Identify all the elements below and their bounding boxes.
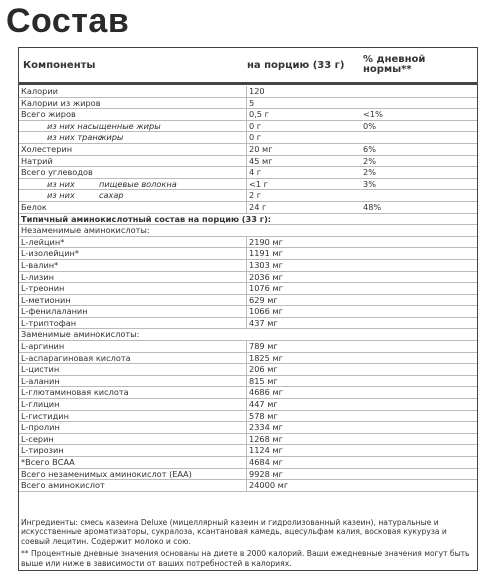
column-divider — [246, 283, 247, 294]
table-row — [19, 156, 477, 168]
header-divider — [19, 82, 477, 85]
row-name: Натрий — [21, 155, 53, 166]
row-name-detail: пищевые волокна — [99, 178, 177, 189]
row-value: 437 мг — [249, 317, 278, 328]
column-divider — [246, 272, 247, 283]
header-daily-value: % дневной нормы** — [363, 54, 426, 75]
column-divider — [246, 132, 247, 143]
row-value: 1124 мг — [249, 445, 283, 456]
column-divider — [246, 179, 247, 190]
row-value: 45 мг — [249, 155, 273, 166]
table-row — [19, 283, 477, 295]
row-name: L-серин — [21, 433, 54, 444]
column-divider — [246, 156, 247, 167]
row-value: 206 мг — [249, 364, 278, 375]
ingredients-text: Ингредиенты: смесь казеина Deluxe (мицеллярный казеин и гидролизованный казеин), натуральные и искусственные ароматизаторы, сукралоза, ксантановая камедь, ацесульфам калия, восковая кукуруза и соевый лецитин. Содержит молоко и сою. — [21, 518, 447, 546]
row-value: 1303 мг — [249, 259, 283, 270]
column-divider — [246, 121, 247, 132]
row-name: *Всего ВСАА — [21, 457, 75, 467]
column-divider — [246, 306, 247, 317]
column-divider — [246, 411, 247, 422]
row-name: Всего жиров — [21, 109, 76, 120]
row-value: 4684 мг — [249, 457, 283, 467]
table-row — [19, 457, 477, 469]
row-value: 629 мг — [249, 294, 278, 305]
header-per-serving: на порцию (33 г) — [247, 60, 345, 71]
row-value: <1 г — [249, 178, 268, 189]
column-divider — [246, 190, 247, 201]
column-divider — [246, 248, 247, 259]
table-row — [19, 399, 477, 411]
column-divider — [246, 295, 247, 306]
row-value: 20 мг — [249, 143, 273, 154]
row-name: Калории из жиров — [21, 97, 101, 108]
row-name: L-изолейцин* — [21, 248, 79, 259]
table-row — [19, 109, 477, 121]
row-value: 2190 мг — [249, 236, 283, 247]
table-row — [19, 98, 477, 110]
table-rows — [19, 86, 477, 492]
column-divider — [246, 98, 247, 109]
table-row — [19, 132, 477, 144]
row-value: 4 г — [249, 167, 262, 178]
row-value: 1191 мг — [249, 248, 283, 259]
row-name: L-лизин — [21, 271, 54, 282]
table-row — [19, 86, 477, 98]
column-divider — [246, 480, 247, 491]
table-row — [19, 214, 477, 226]
column-divider — [246, 353, 247, 364]
row-name: из них насыщенные жиры — [47, 120, 161, 131]
table-row — [19, 225, 477, 237]
column-divider — [246, 434, 247, 445]
row-name: Незаменимые аминокислоты: — [21, 225, 150, 236]
column-divider — [246, 341, 247, 352]
row-daily-percent: 48% — [363, 201, 382, 212]
row-name: Калории — [21, 86, 58, 96]
row-value: 0 г — [249, 132, 262, 143]
table-row — [19, 121, 477, 133]
column-divider — [246, 364, 247, 375]
table-row — [19, 306, 477, 318]
row-name-detail: сахар — [99, 190, 124, 201]
row-value: 120 — [249, 86, 265, 96]
row-value: 1066 мг — [249, 306, 283, 317]
column-divider — [246, 144, 247, 155]
table-row — [19, 202, 477, 214]
column-divider — [246, 469, 247, 480]
table-row — [19, 248, 477, 260]
row-daily-percent: 3% — [363, 178, 376, 189]
row-name: из них — [47, 190, 75, 201]
row-value: 24 г — [249, 201, 267, 212]
row-value: 1268 мг — [249, 433, 283, 444]
table-row — [19, 179, 477, 191]
footnotes — [21, 518, 475, 571]
row-value: 2334 мг — [249, 422, 283, 433]
table-row — [19, 190, 477, 202]
row-value: 0,5 г — [249, 109, 269, 120]
table-row — [19, 353, 477, 365]
row-name: L-тирозин — [21, 445, 64, 456]
table-row — [19, 341, 477, 353]
row-name: Всего незаменимых аминокислот (ЕАА) — [21, 468, 192, 479]
row-value: 2036 мг — [249, 271, 283, 282]
table-row — [19, 295, 477, 307]
row-value: 2 г — [249, 190, 262, 201]
row-name: L-метионин — [21, 294, 71, 305]
row-value: 1825 мг — [249, 352, 283, 363]
row-name: из них — [47, 178, 75, 189]
row-name: Всего углеводов — [21, 167, 93, 178]
row-daily-percent: <1% — [363, 109, 383, 120]
page-title: Состав — [6, 2, 130, 40]
table-row — [19, 144, 477, 156]
row-value: 789 мг — [249, 341, 278, 352]
table-row — [19, 272, 477, 284]
row-value: 4686 мг — [249, 387, 283, 398]
row-daily-percent: 2% — [363, 167, 376, 178]
table-row — [19, 411, 477, 423]
table-row — [19, 445, 477, 457]
row-value: 24000 мг — [249, 480, 289, 491]
row-value: 578 мг — [249, 410, 278, 421]
row-name: Всего аминокислот — [21, 480, 105, 491]
row-name: L-аланин — [21, 375, 60, 386]
row-value: 1076 мг — [249, 283, 283, 294]
column-divider — [246, 109, 247, 120]
row-daily-percent: 6% — [363, 143, 376, 154]
row-name: L-цистин — [21, 364, 60, 375]
column-divider — [246, 202, 247, 213]
row-name: L-глицин — [21, 399, 60, 410]
row-name: L-гистидин — [21, 410, 69, 421]
row-name: L-фенилаланин — [21, 306, 88, 317]
row-daily-percent: 2% — [363, 155, 376, 166]
column-divider — [246, 260, 247, 271]
row-name: L-глютаминовая кислота — [21, 387, 129, 398]
row-name: L-аспарагиновая кислота — [21, 352, 131, 363]
row-value: 447 мг — [249, 399, 278, 410]
column-divider — [246, 422, 247, 433]
row-name: L-валин* — [21, 259, 59, 270]
row-name: L-пролин — [21, 422, 60, 433]
row-name: из них транс — [47, 132, 103, 143]
table-row — [19, 469, 477, 481]
table-row — [19, 434, 477, 446]
daily-value-note: ** Процентные дневные значения основаны на диете в 2000 калорий. Ваши ежедневные значения могут быть выше или ниже в зависимости от ваших потребностей в калориях. — [21, 549, 470, 568]
table-row — [19, 364, 477, 376]
column-divider — [246, 237, 247, 248]
table-row — [19, 237, 477, 249]
column-divider — [246, 318, 247, 329]
table-row — [19, 260, 477, 272]
table-row — [19, 387, 477, 399]
row-name: Типичный аминокислотный состав на порцию (33 г): — [21, 213, 272, 224]
table-row — [19, 422, 477, 434]
row-value: 815 мг — [249, 375, 278, 386]
table-row — [19, 318, 477, 330]
row-daily-percent: 0% — [363, 120, 376, 131]
row-name: L-лейцин* — [21, 236, 65, 247]
row-value: 0 г — [249, 120, 262, 131]
row-value: 5 — [249, 97, 255, 108]
nutrition-table — [18, 47, 478, 571]
row-name: Холестерин — [21, 143, 73, 154]
column-divider — [246, 376, 247, 387]
column-divider — [246, 167, 247, 178]
header-components: Компоненты — [23, 60, 96, 71]
table-row — [19, 376, 477, 388]
table-row — [19, 167, 477, 179]
column-divider — [246, 399, 247, 410]
column-divider — [246, 457, 247, 468]
column-divider — [246, 445, 247, 456]
table-header — [19, 48, 477, 82]
row-name: Белок — [21, 201, 47, 212]
row-name: L-аргинин — [21, 341, 65, 352]
row-name: Заменимые аминокислоты: — [21, 329, 140, 340]
row-name-detail: жиры — [99, 132, 124, 143]
row-name: L-треонин — [21, 283, 65, 294]
row-name: L-триптофан — [21, 317, 77, 328]
table-row — [19, 329, 477, 341]
column-divider — [246, 86, 247, 97]
table-row — [19, 480, 477, 492]
row-value: 9928 мг — [249, 468, 283, 479]
column-divider — [246, 387, 247, 398]
